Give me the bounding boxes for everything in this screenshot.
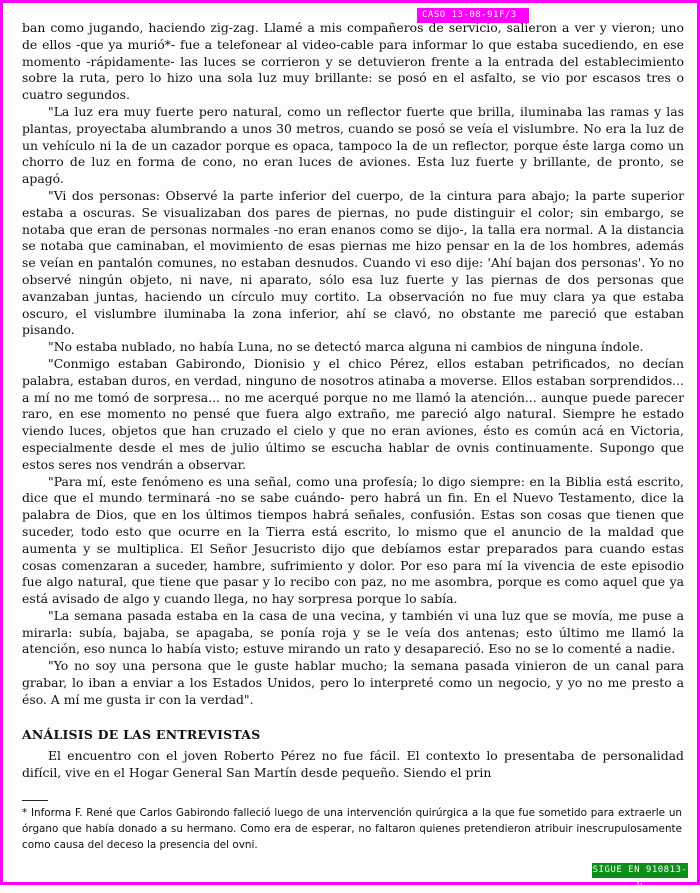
- case-tag: CASO 13-08-91F/3: [417, 8, 529, 23]
- body-paragraph: "Vi dos personas: Observé la parte inferior del cuerpo, de la cintura para abajo; la parte superior estaba a oscuras. Se visualizaban dos pares de piernas, no pude distinguir el color; sin embargo, se notaba que eran de personas normales -no eran enanos como se dijo-, la talla era normal. A la distancia se notaba que caminaban, el movimiento de esas piernas me hizo pensar en la de los hombres, además se veían en pantalón comunes, no estaban desnudos. Cuando vi eso dije: 'Ahí bajan dos personas'. Yo no observé ningún objeto, ni nave, ni aparato, sólo esa luz fuerte y las piernas de dos personas que avanzaban juntas, haciendo un círculo muy cortito. La observación no fue muy clara ya que estaba oscuro, el vislumbre iluminaba la zona inferior, ahí se clavó, no obstante me pareció que estaban pisando.: [22, 187, 684, 338]
- body-paragraph: "Conmigo estaban Gabirondo, Dionisio y el chico Pérez, ellos estaban petrificados, no decían palabra, estaban duros, en verdad, ninguno de nosotros atinaba a moverse. Ellos estaban sorprendidos... a mí no me tomó de sorpresa... no me acerqué porque no me llamó la atención... aunque puede parecer raro, en ese momento no pensé que fuera algo extraño, me pareció algo natural. Siempre he estado viendo luces, objetos que han cruzado el cielo y que no eran aviones, ésto es común acá en Victoria, especialmente desde el mes de julio último se escucha hablar de ovnis continuamente. Supongo que estos seres nos vendrán a observar.: [22, 355, 684, 472]
- body-paragraph: "Para mí, este fenómeno es una señal, como una profesía; lo digo siempre: en la Biblia está escrito, dice que el mundo terminará -no se sabe cuándo- pero habrá un fin. En el Nuevo Testamento, dice la palabra de Dios, que en los últimos tiempos habrá señales, confusión. Estas son cosas que tienen que suceder, todo esto que ocurre en la Tierra está escrito, lo mismo que el anuncio de la maldad que aumenta y se multiplica. El Señor Jesucristo dijo que debíamos estar preparados para cuando estas cosas comenzaran a suceder, hambre, sufrimiento y dolor. Por eso para mí la vivencia de este episodio fue algo natural, que tiene que pasar y lo recibo con paz, no me asombra, porque es como aquel que ya está avisado de algo y cuando llega, no hay sorpresa porque lo sabía.: [22, 473, 684, 607]
- body-paragraph: "La luz era muy fuerte pero natural, como un reflector fuerte que brilla, iluminaba las ramas y las plantas, proyectaba alumbrando a unos 30 metros, cuando se posó se veía el vislumbre. No era la luz de un vehículo ni la de un cazador porque es opaca, tampoco la de un reflector, porque éste larga como un chorro de luz en forma de cono, no eran luces de aviones. Esta luz fuerte y brillante, de pronto, se apagó.: [22, 103, 684, 187]
- document-body: [22, 20, 684, 782]
- continue-tag: SIGUE EN 910813-G: [592, 865, 688, 890]
- section-paragraph: El encuentro con el joven Roberto Pérez no fue fácil. El contexto lo presentaba de personalidad difícil, vive en el Hogar General San Martín desde pequeño. Siendo el prin: [22, 748, 684, 781]
- footnote: * Informa F. René que Carlos Gabirondo falleció luego de una intervención quirúrgica a la que fue sometido para extraerle un órgano que había donado a su hermano. Como era de esperar, no faltaron quienes pretendieron atribuir inescrupulosamente como causa del deceso la presencia del ovni.: [22, 807, 682, 851]
- body-paragraph: "Yo no soy una persona que le guste hablar mucho; la semana pasada vinieron de un canal para grabar, lo iban a enviar a los Estados Unidos, pero lo interpreté como un negocio, y yo no me presto a éso. A mí me gusta ir con la verdad".: [22, 658, 684, 707]
- body-paragraph: ban como jugando, haciendo zig-zag. Llamé a mis compañeros de servicio, salieron a ver y vieron; uno de ellos -que ya murió*- fue a telefonear al video-cable para informar lo que estaba sucediendo, en ese momento -rápidamente- las luces se corrieron y se detuvieron frente a la entrada del establecimiento sobre la ruta, pero lo hizo una sola luz muy brillante: se posó en el asfalto, se vio por escasos tres o cuatro segundos.: [22, 20, 684, 103]
- body-paragraph: "No estaba nublado, no había Luna, no se detectó marca alguna ni cambios de ninguna índole.: [48, 339, 644, 355]
- body-paragraph: "La semana pasada estaba en la casa de una vecina, y también vi una luz que se movía, me puse a mirarla: subía, bajaba, se apagaba, se ponía roja y se le veía dos antenas; esto último me llamó la atención, eso nunca lo había visto; estuve mirando un rato y desapareció. Eso no se lo comenté a nadie.: [22, 607, 684, 657]
- section-heading: ANÁLISIS DE LAS ENTREVISTAS: [22, 726, 261, 742]
- footnote-rule: [22, 800, 48, 802]
